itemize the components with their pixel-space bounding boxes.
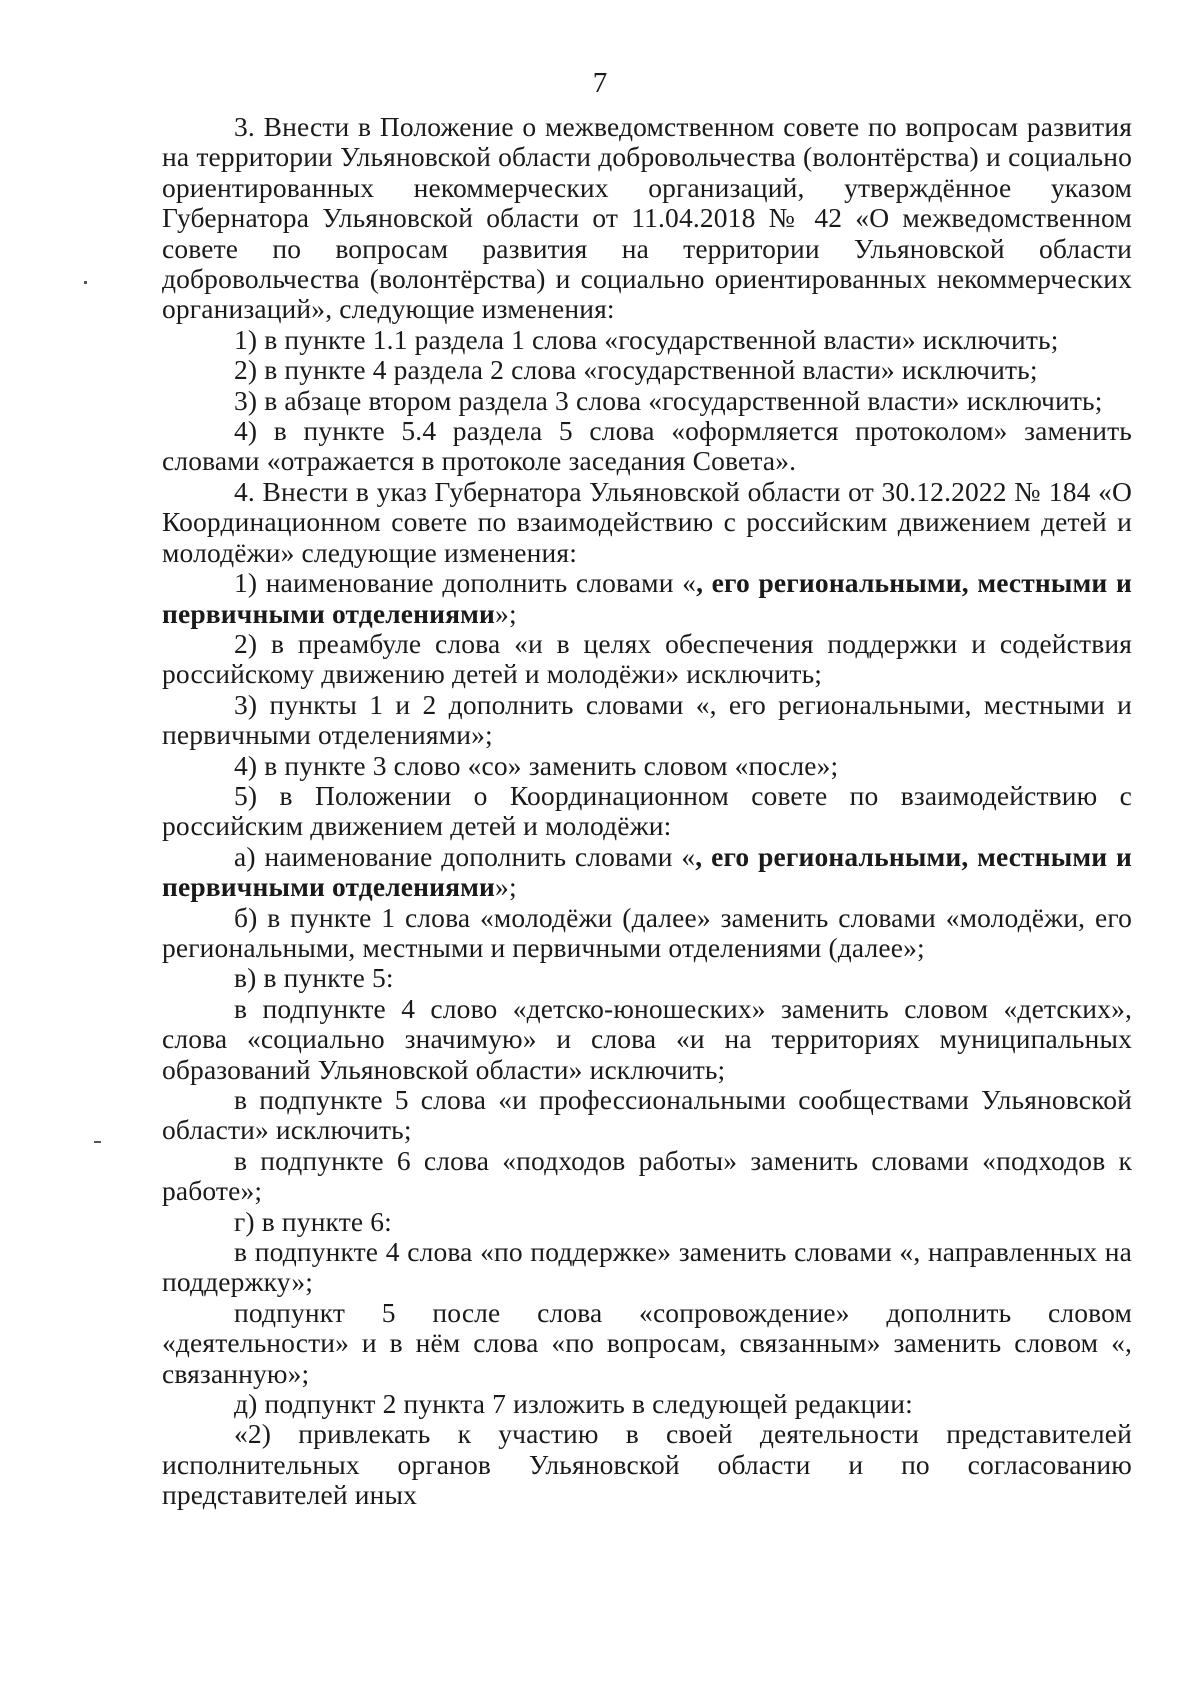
paragraph	[162, 781, 1132, 842]
paragraph-text: 3) в абзаце втором раздела 3 слова «государственной власти» исключить;	[234, 384, 1103, 416]
paragraph-text: 5) в Положении о Координационном совете по взаимодействию с российским движением детей и молодёжи:	[162, 779, 1132, 842]
paragraph	[162, 112, 1132, 325]
paragraph	[162, 690, 1132, 751]
paragraph-text: г) в пункте 6:	[234, 1205, 392, 1237]
paragraph-text: 4. Внести в указ Губернатора Ульяновской области от 30.12.2022 № 184 «О Координационном совете по взаимодействию с российским движением детей и молодёжи» следующие изменения:	[162, 475, 1132, 568]
paragraph	[162, 1298, 1132, 1389]
paragraph	[162, 994, 1132, 1085]
paragraph	[162, 903, 1132, 964]
paragraph-text: 2) в преамбуле слова «и в целях обеспечения поддержки и содействия российскому движению детей и молодёжи» исключить;	[162, 627, 1132, 690]
paragraph-text: 2) в пункте 4 раздела 2 слова «государственной власти» исключить;	[234, 354, 1038, 386]
paragraph	[162, 1237, 1132, 1298]
paragraph-text: «2) привлекать к участию в своей деятельности представителей исполнительных органов Ульяновской области и по согласованию представителей иных	[162, 1418, 1132, 1511]
paragraph-text: в подпункте 6 слова «подходов работы» заменить словами «подходов к работе»;	[162, 1144, 1132, 1207]
paragraph	[162, 629, 1132, 690]
paragraph-text: 1) в пункте 1.1 раздела 1 слова «государственной власти» исключить;	[234, 323, 1059, 355]
paragraph-text: 3. Внести в Положение о межведомственном совете по вопросам развития на территории Ульяновской области добровольчества (волонтёрства) и социально ориентированных некоммерческих организаций, утверждённое указом Губернатора Ульяновской области от 11.04.2018 № 42 «О межведомственном совете по вопросам развития на территории Ульяновской области добровольчества (волонтёрства) и социально ориентированных некоммерческих организаций», следующие изменения:	[162, 111, 1132, 325]
paragraph-text: в подпункте 5 слова «и профессиональными сообществами Ульяновской области» исключить;	[162, 1084, 1132, 1146]
scan-artifact	[84, 281, 87, 284]
page-number: 7	[592, 67, 608, 99]
paragraph-text: 4) в пункте 3 слово «со» заменить словом «после»;	[234, 749, 839, 781]
paragraph-text: а) наименование дополнить словами «	[234, 840, 696, 872]
paragraph-text: 3) пункты 1 и 2 дополнить словами «, его региональными, местными и первичными отделениями»;	[162, 688, 1132, 751]
paragraph	[162, 568, 1132, 629]
paragraph	[162, 355, 1132, 385]
paragraph-text: 4) в пункте 5.4 раздела 5 слова «оформляется протоколом» заменить словами «отражается в протоколе заседания Совета».	[162, 415, 1132, 477]
paragraph	[162, 477, 1132, 568]
paragraph-text: д) подпункт 2 пункта 7 изложить в следующей редакции:	[234, 1388, 913, 1420]
document-body	[162, 112, 1132, 1511]
paragraph	[162, 1419, 1132, 1510]
paragraph-text: в) в пункте 5:	[234, 962, 394, 994]
paragraph	[162, 325, 1132, 355]
paragraph	[162, 1207, 1132, 1237]
paragraph	[162, 842, 1132, 903]
paragraph	[162, 963, 1132, 993]
paragraph	[162, 751, 1132, 781]
paragraph-text: в подпункте 4 слова «по поддержке» заменить словами «, направленных на поддержку»;	[162, 1236, 1132, 1298]
paragraph	[162, 1085, 1132, 1146]
bold-text: , его региональными, местными и первичными отделениями	[162, 567, 1133, 629]
paragraph-text: »;	[495, 597, 517, 629]
paragraph	[162, 1146, 1132, 1207]
paragraph-text: »;	[495, 871, 517, 903]
paragraph-text: б) в пункте 1 слова «молодёжи (далее» заменить словами «молодёжи, его региональными, местными и первичными отделениями (далее»;	[162, 901, 1132, 963]
scan-artifact	[94, 1141, 101, 1143]
paragraph-text: 1) наименование дополнить словами «	[234, 567, 697, 599]
bold-text: , его региональными, местными и первичными отделениями	[162, 840, 1132, 903]
paragraph	[162, 416, 1132, 477]
paragraph	[162, 386, 1132, 416]
paragraph	[162, 1389, 1132, 1419]
paragraph-text: в подпункте 4 слово «детско-юношеских» заменить словом «детских», слова «социально значимую» и слова «и на территориях муниципальных образований Ульяновской области» исключить;	[162, 992, 1132, 1085]
paragraph-text: подпункт 5 после слова «сопровождение» дополнить словом «деятельности» и в нём слова «по вопросам, связанным» заменить словом «, связанную»;	[162, 1296, 1132, 1389]
